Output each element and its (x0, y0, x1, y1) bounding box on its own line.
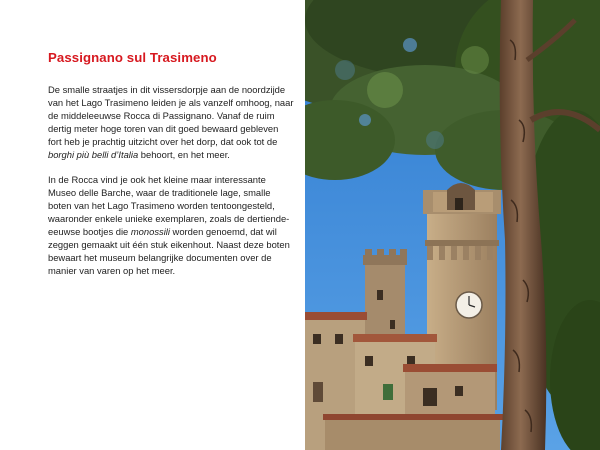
paragraph-1-text-a: De smalle straatjes in dit vissersdorpje aan de noordzijde van het Lago Trasimeno leiden je als vanzelf omhoog, naar de middeleeuwse Rocca di Passignano. Vanaf de ruim dertig meter hoge toren van dit goed bewaard gebleven fort heb je prachtig uitzicht over het dorp, dat ook tot de (48, 84, 294, 148)
paragraph-2-text-b: worden genoemd, dat wil zeggen gemaakt uit één stuk eikenhout. Naast deze boten bewaart het museum belangrijke documenten over de manier van varen op het meer. (48, 225, 290, 277)
article-paragraph-1 (48, 83, 294, 162)
article (48, 50, 294, 288)
article-paragraph-2 (48, 173, 294, 278)
paragraph-1-italic: borghi più belli d’Italia (48, 149, 139, 161)
paragraph-2-text-a: In de Rocca vind je ook het kleine maar interessante Museo delle Barche, waar de traditionele lage, smalle boten van het Lago Trasimeno worden tentoongesteld, waaronder enkele unieke exemplaren, zoals de dertiende-eeuwse bootjes die (48, 173, 290, 237)
paragraph-1-text-b: behoort, en het meer. (138, 149, 230, 161)
article-title: Passignano sul Trasimeno (48, 50, 217, 65)
paragraph-2-italic: monossili (130, 225, 170, 237)
passignano-photo (305, 0, 600, 450)
